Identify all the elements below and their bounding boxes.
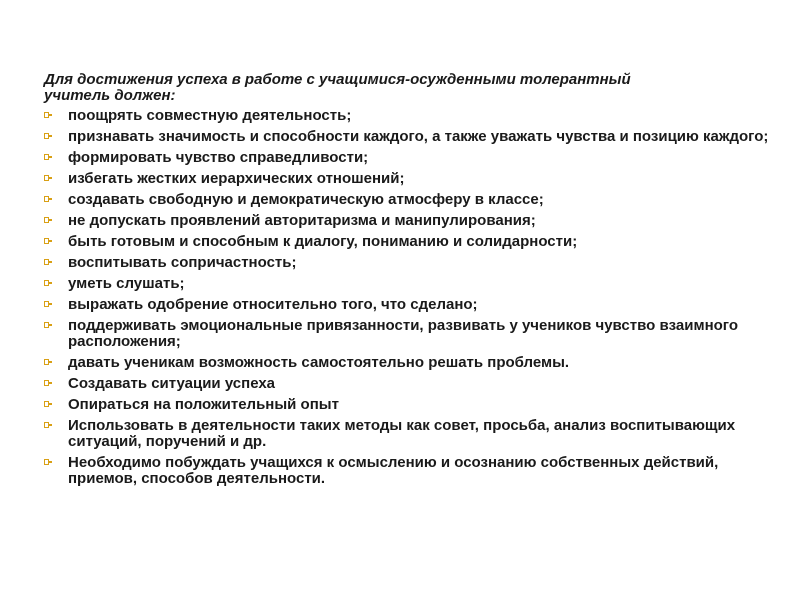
- bullet-icon: [44, 238, 50, 244]
- list-item: [44, 213, 784, 229]
- list-item-text: не допускать проявлений авторитаризма и манипулирования;: [68, 212, 536, 229]
- list-item: [44, 192, 784, 208]
- list-item-text: поддерживать эмоциональные привязанности, развивать у учеников чувство взаимного расположения;: [68, 317, 739, 350]
- list-item: [44, 171, 784, 187]
- list-item-text: давать ученикам возможность самостоятельно решать проблемы.: [68, 354, 570, 371]
- bullet-icon: [44, 175, 50, 181]
- list-item: [44, 234, 784, 250]
- list-item-text: Использовать в деятельности таких методы как совет, просьба, анализ воспитывающих ситуаций, поручений и др.: [68, 417, 736, 450]
- bullet-icon: [44, 112, 50, 118]
- bullet-icon: [44, 196, 50, 202]
- bullet-icon: [44, 154, 50, 160]
- list-item: [44, 455, 784, 487]
- bullet-icon: [44, 259, 50, 265]
- list-item-text: выражать одобрение относительно того, что сделано;: [68, 296, 478, 313]
- list-item: [44, 318, 784, 350]
- list-item-text: воспитывать сопричастность;: [68, 254, 297, 271]
- list-item-text: создавать свободную и демократическую атмосферу в классе;: [68, 191, 544, 208]
- list-item: [44, 418, 784, 450]
- list-item-text: Создавать ситуации успеха: [68, 375, 276, 392]
- list-item: [44, 129, 784, 145]
- bullet-icon: [44, 401, 50, 407]
- list-item: [44, 150, 784, 166]
- intro-text: Для достижения успеха в работе с учащимися-осужденными толерантный учитель должен:: [44, 71, 631, 104]
- list-item-text: быть готовым и способным к диалогу, пониманию и солидарности;: [68, 233, 578, 250]
- bullet-icon: [44, 322, 50, 328]
- bullet-icon: [44, 380, 50, 386]
- list-item: [44, 276, 784, 292]
- bullet-list: [44, 108, 784, 487]
- bullet-icon: [44, 217, 50, 223]
- list-item-text: поощрять совместную деятельность;: [68, 107, 352, 124]
- list-item: [44, 355, 784, 371]
- bullet-icon: [44, 280, 50, 286]
- list-item: [44, 397, 784, 413]
- list-item: [44, 255, 784, 271]
- list-item-text: уметь слушать;: [68, 275, 185, 292]
- list-item: [44, 297, 784, 313]
- list-item-text: избегать жестких иерархических отношений;: [68, 170, 405, 187]
- list-item-text: Опираться на положительный опыт: [68, 396, 339, 413]
- bullet-icon: [44, 459, 50, 465]
- bullet-icon: [44, 422, 50, 428]
- bullet-icon: [44, 359, 50, 365]
- list-item-text: формировать чувство справедливости;: [68, 149, 369, 166]
- bullet-icon: [44, 133, 50, 139]
- list-item: [44, 108, 784, 124]
- list-item: [44, 376, 784, 392]
- bullet-icon: [44, 301, 50, 307]
- list-item-text: признавать значимость и способности каждого, а также уважать чувства и позицию каждого;: [68, 128, 769, 145]
- slide-content: [44, 72, 784, 492]
- list-item-text: Необходимо побуждать учащихся к осмыслению и осознанию собственных действий, приемов, способов деятельности.: [68, 454, 719, 487]
